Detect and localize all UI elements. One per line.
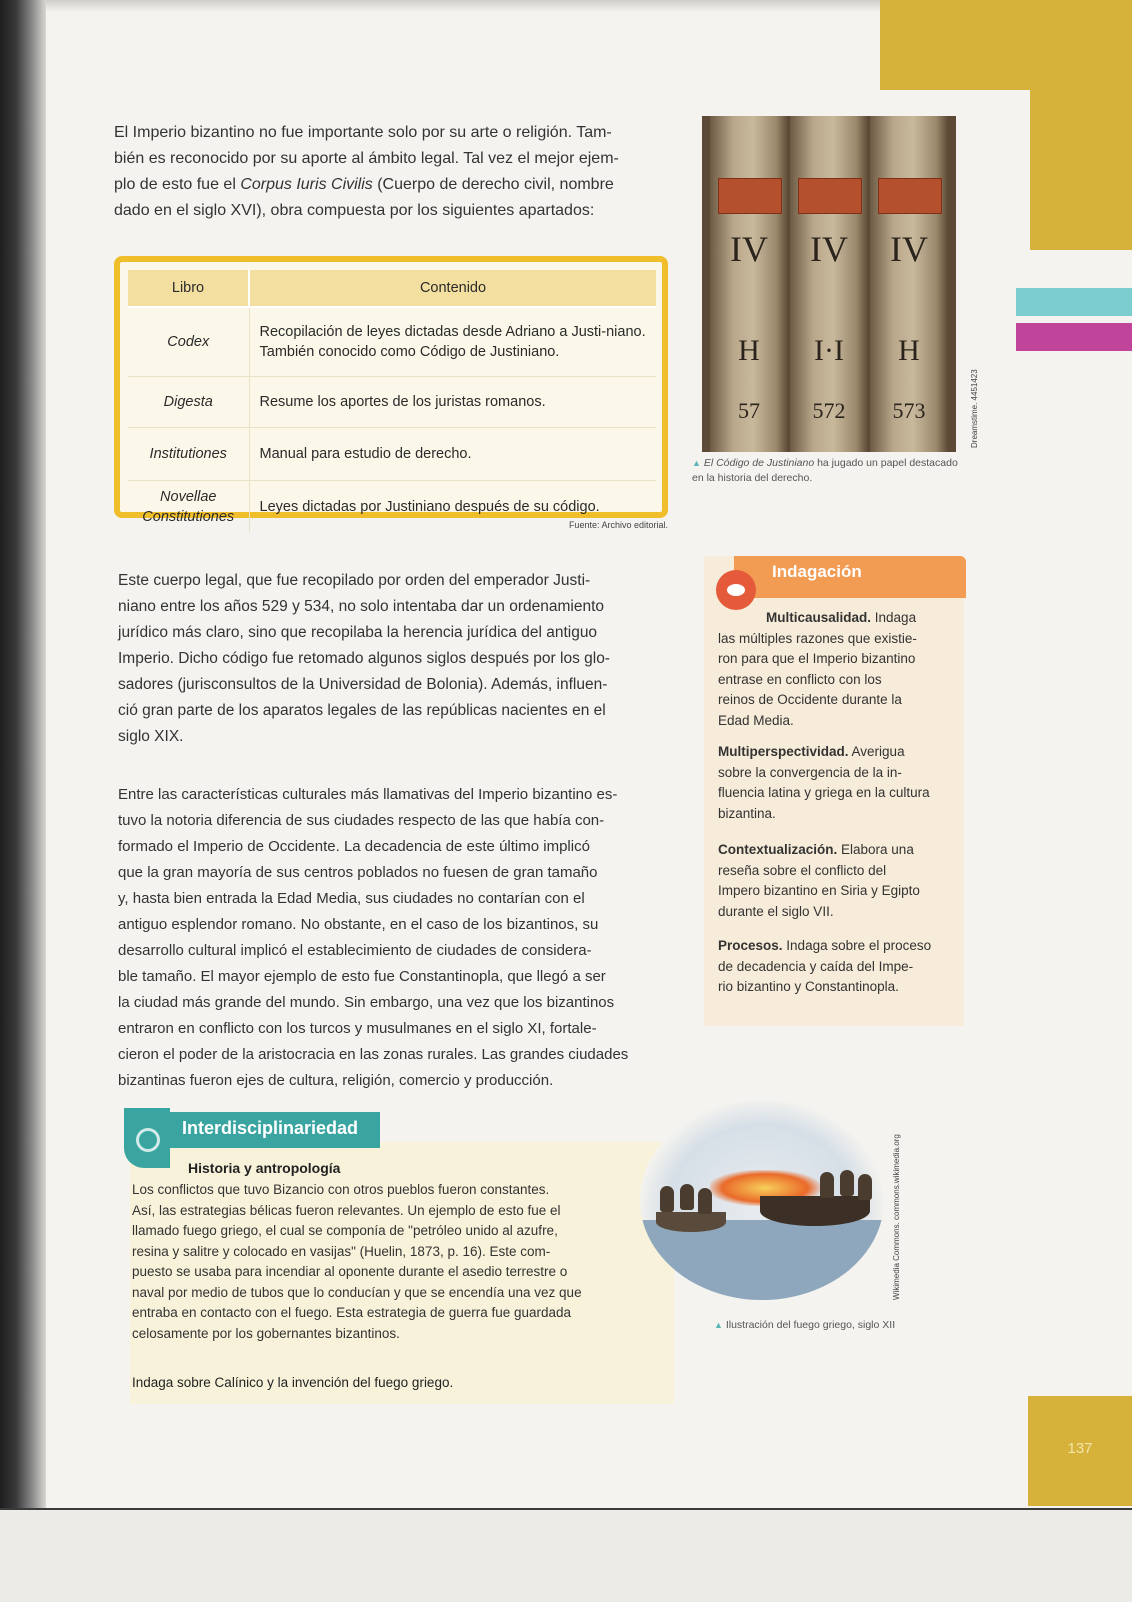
- text-line: Imperio. Dicho código fue retomado algunos siglos después por los glo-: [118, 650, 610, 667]
- volume-number: 573: [892, 398, 926, 423]
- book-spine: [790, 116, 868, 452]
- indagacion-title: Indagación: [772, 562, 862, 581]
- text-line: jurídico más claro, sino que recopilaba la herencia jurídica del antiguo: [118, 624, 598, 641]
- book-label: [798, 178, 862, 214]
- text-line: Así, las estrategias bélicas fueron relevantes. Un ejemplo de esto fue el: [132, 1202, 561, 1218]
- caption-triangle-icon: ▲: [714, 1320, 723, 1330]
- text-line: plo de esto fue el Corpus Iuris Civilis (Cuerpo de derecho civil, nombre: [114, 176, 614, 193]
- table-cell-content: Manual para estudio de derecho.: [249, 428, 656, 481]
- illustration-caption: ▲ Ilustración del fuego griego, siglo XII: [714, 1319, 896, 1331]
- corpus-table: [128, 270, 656, 533]
- volume-letter: H: [898, 334, 920, 367]
- text-line: formado el Imperio de Occidente. La decadencia de este último implicó: [118, 838, 590, 855]
- text-line: puesto se usaba para incendiar al oponente durante el asedio terrestre o: [132, 1264, 568, 1279]
- text-line: entraba en contacto con el fuego. Esta estrategia de guerra fue guardada: [132, 1305, 572, 1320]
- text-line: bién es reconocido por su aporte al ámbito legal. Tal vez el mejor ejem-: [114, 150, 619, 167]
- book-spine-shadow: [0, 0, 46, 1600]
- text-line: que la gran mayoría de sus centros poblados no fuesen de gran tamaño: [118, 864, 598, 881]
- volume-letter: I·I: [814, 334, 844, 367]
- text-line: dado en el siglo XVI), obra compuesta por los siguientes apartados:: [114, 202, 595, 219]
- book-label: [718, 178, 782, 214]
- illustration-credit: Wikimedia Commons. commons.wikimedia.org: [892, 1134, 901, 1300]
- volume-numeral: IV: [730, 229, 768, 269]
- text-line: tuvo la notoria diferencia de sus ciudades respecto de las que había con-: [118, 812, 605, 829]
- text-line: resina y salitre y colocado en vasijas" (Huelin, 1873, p. 16). Este com-: [132, 1243, 551, 1259]
- byzantine-boat: [656, 1212, 726, 1232]
- text-line: siglo XIX.: [118, 728, 184, 745]
- sailor-figure: [840, 1170, 854, 1196]
- interdisciplinariedad-subtitle: Historia y antropología: [188, 1160, 341, 1176]
- sailor-figure: [698, 1188, 712, 1214]
- book-spine: [710, 116, 788, 452]
- table-header-contenido: Contenido: [249, 270, 656, 307]
- text-line: El Imperio bizantino no fue importante solo por su arte o religión. Tam-: [114, 124, 612, 141]
- caption-triangle-icon: ▲: [692, 458, 701, 468]
- indagacion-item-procesos: Procesos. Indaga sobre el proceso de decadencia y caída del Impe- rio bizantino y Constantinopla.: [718, 938, 932, 994]
- volume-numeral: IV: [890, 229, 928, 269]
- text-line: antiguo esplendor romano. No obstante, en el caso de los bizantinos, su: [118, 916, 599, 933]
- table-cell-book: Novellae Constitutiones: [128, 481, 249, 534]
- table-cell-content: Leyes dictadas por Justiniano después de su código.: [249, 481, 656, 534]
- page-number: 137: [1067, 1440, 1093, 1457]
- justinian-code-photo: [702, 116, 956, 452]
- interdisciplinariedad-title: Interdisciplinariedad: [182, 1118, 359, 1138]
- body-paragraph-1: [118, 568, 678, 750]
- indagacion-item-contextualizacion: Contextualización. Elabora una reseña sobre el conflicto del Impero bizantino en Siria y Egipto durante el siglo VII.: [718, 842, 920, 919]
- text-line: desarrollo cultural implicó el establecimiento de ciudades de considera-: [118, 942, 592, 959]
- body-paragraph-2: [118, 782, 678, 1094]
- teal-edge-tab: [1016, 288, 1132, 316]
- book-label: [878, 178, 942, 214]
- indagacion-item-multicausalidad: Multicausalidad. Indaga las múltiples razones que existie- ron para que el Imperio bizantino entrase en conflicto con los reinos de Occidente durante la Edad Media.: [718, 610, 917, 728]
- text-line: niano entre los años 529 y 534, no solo intentaba dar un ordenamiento: [118, 598, 605, 615]
- table-cell-book: Institutiones: [128, 428, 249, 481]
- text-line: y, hasta bien entrada la Edad Media, sus ciudades no contarían con el: [118, 890, 585, 907]
- eye-icon: [716, 570, 756, 610]
- magenta-edge-tab: [1016, 323, 1132, 351]
- text-line: cieron el poder de la aristocracia en las zonas rurales. Las grandes ciudades: [118, 1046, 629, 1063]
- text-line: celosamente por los gobernantes bizantinos.: [132, 1325, 400, 1341]
- table-cell-content: Resume los aportes de los juristas romanos.: [249, 377, 656, 428]
- book-spine: [870, 116, 948, 452]
- table-source: Fuente: Archivo editorial.: [568, 520, 668, 530]
- table-cell-content: Recopilación de leyes dictadas desde Adriano a Justi-niano. También conocido como Código de Justiniano.: [249, 307, 656, 377]
- sailor-figure: [680, 1184, 694, 1210]
- greek-fire-illustration: [640, 1100, 884, 1300]
- table-row: [128, 428, 656, 481]
- text-line: entraron en conflicto con los turcos y musulmanes en el siglo XI, fortale-: [118, 1020, 597, 1037]
- text-line: sadores (jurisconsultos de la Universidad de Bolonia). Además, influen-: [118, 676, 608, 693]
- interdisciplinariedad-question: Indaga sobre Calínico y la invención del fuego griego.: [132, 1375, 454, 1390]
- gold-edge-block: [1030, 0, 1132, 250]
- text-line: ció gran parte de los aparatos legales de las repúblicas nacientes en el: [118, 702, 606, 719]
- target-icon: [124, 1108, 170, 1168]
- sailor-figure: [858, 1174, 872, 1200]
- sea: [640, 1220, 884, 1300]
- page-bottom-edge: [0, 1508, 1132, 1602]
- text-line: bizantinas fueron ejes de cultura, religión, comercio y producción.: [118, 1072, 554, 1089]
- volume-number: 572: [812, 398, 846, 423]
- text-line: llamado fuego griego, el cual se componía de "petróleo unido al azufre,: [132, 1223, 558, 1238]
- text-line: Entre las características culturales más llamativas del Imperio bizantino es-: [118, 786, 618, 803]
- photo-credit: Dreamstime. 4451423: [970, 369, 979, 448]
- volume-numeral: IV: [810, 229, 848, 269]
- volume-number: 57: [738, 398, 760, 423]
- table-cell-book: Digesta: [128, 377, 249, 428]
- intro-paragraph: [114, 120, 674, 224]
- sailor-figure: [820, 1172, 834, 1198]
- text-line: Los conflictos que tuvo Bizancio con otros pueblos fueron constantes.: [132, 1182, 550, 1197]
- text-line: ble tamaño. El mayor ejemplo de esto fue Constantinopla, que llegó a ser: [118, 968, 606, 985]
- interdisciplinariedad-text: [132, 1180, 668, 1344]
- enemy-boat: [760, 1196, 870, 1226]
- table-header-libro: Libro: [128, 270, 249, 307]
- sailor-figure: [660, 1186, 674, 1212]
- table-row: [128, 307, 656, 377]
- text-line: la ciudad más grande del mundo. Sin embargo, una vez que los bizantinos: [118, 994, 615, 1011]
- text-line: naval por medio de tubos que lo conducían y que se encendía una vez que: [132, 1284, 582, 1300]
- indagacion-item-multiperspectividad: Multiperspectividad. Averigua sobre la convergencia de la in- fluencia latina y griega en la cultura bizantina.: [718, 744, 930, 821]
- volume-letter: H: [738, 334, 760, 367]
- text-line: Este cuerpo legal, que fue recopilado por orden del emperador Justi-: [118, 572, 591, 589]
- photo-caption: ▲ El Código de Justiniano ha jugado un papel destacado en la historia del derecho.: [692, 457, 958, 484]
- table-cell-book: Codex: [128, 307, 249, 377]
- table-row: [128, 377, 656, 428]
